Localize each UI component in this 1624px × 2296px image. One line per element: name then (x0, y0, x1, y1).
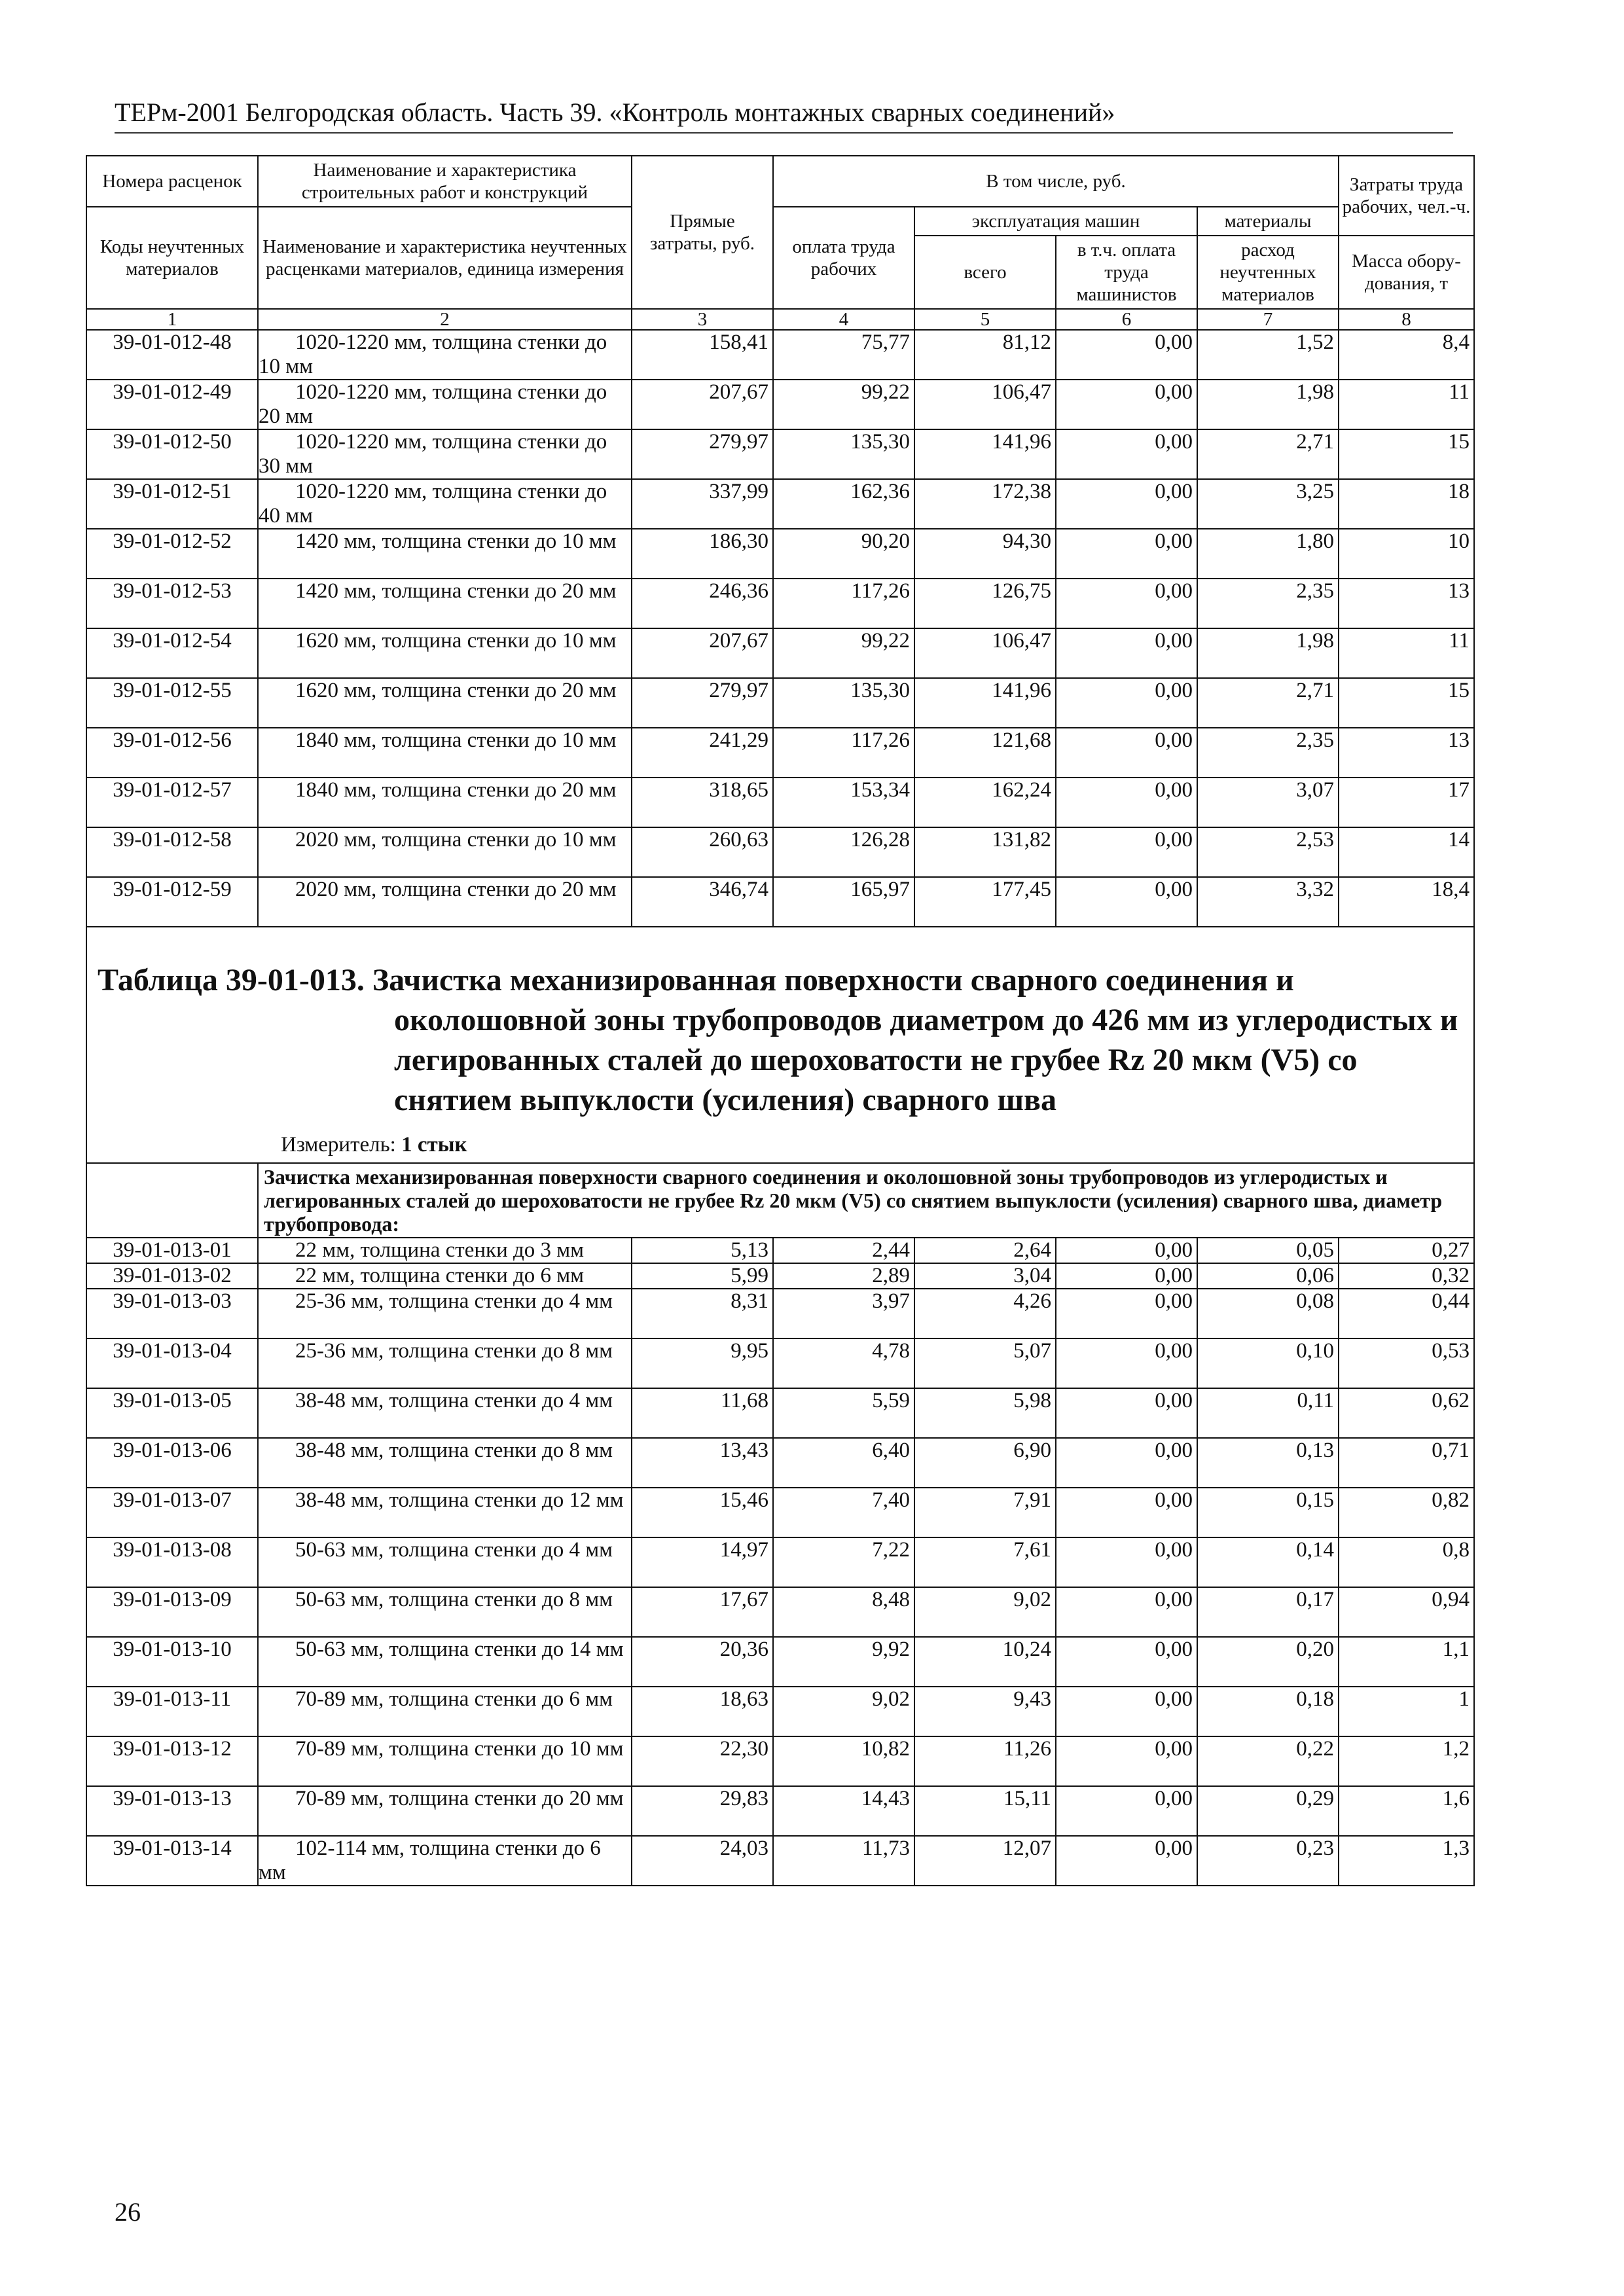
cell-machines: 7,91 (914, 1488, 1056, 1537)
cell-operators: 0,00 (1056, 1786, 1197, 1836)
cell-operators: 0,00 (1056, 529, 1197, 579)
cell-direct: 5,99 (632, 1263, 773, 1289)
col-header-labor-costs: Затраты труда рабочих, чел.-ч. (1339, 156, 1474, 236)
cell-labor: 0,82 (1339, 1488, 1474, 1537)
cell-name: 38-48 мм, толщина стенки до 4 мм (258, 1388, 632, 1438)
cell-code: 39-01-012-58 (86, 827, 258, 877)
cell-materials: 1,98 (1197, 628, 1339, 678)
cell-name: 1020-1220 мм, толщина стенки до 10 мм (258, 330, 632, 380)
cell-labor: 8,4 (1339, 330, 1474, 380)
cell-materials: 2,71 (1197, 678, 1339, 728)
cell-direct: 279,97 (632, 429, 773, 479)
cell-wage: 153,34 (773, 778, 914, 827)
cell-labor: 13 (1339, 728, 1474, 778)
table-row (86, 1488, 1474, 1537)
col-number: 8 (1339, 309, 1474, 330)
cell-code: 39-01-012-48 (86, 330, 258, 380)
cell-name: 50-63 мм, толщина стенки до 4 мм (258, 1537, 632, 1587)
cell-machines: 12,07 (914, 1836, 1056, 1886)
cell-materials: 0,13 (1197, 1438, 1339, 1488)
cell-wage: 2,89 (773, 1263, 914, 1289)
cell-wage: 14,43 (773, 1786, 914, 1836)
table-row (86, 1388, 1474, 1438)
cell-direct: 279,97 (632, 678, 773, 728)
table-row (86, 429, 1474, 479)
cell-code: 39-01-013-07 (86, 1488, 258, 1537)
cell-materials: 2,71 (1197, 429, 1339, 479)
table-row (86, 1338, 1474, 1388)
cell-wage: 7,22 (773, 1537, 914, 1587)
cell-operators: 0,00 (1056, 1637, 1197, 1687)
table-row (86, 728, 1474, 778)
cell-machines: 4,26 (914, 1289, 1056, 1338)
cell-name: 38-48 мм, толщина стенки до 12 мм (258, 1488, 632, 1537)
section-title-cell (86, 927, 1474, 1163)
cell-name: 1020-1220 мм, толщина стенки до 30 мм (258, 429, 632, 479)
cell-name: 1840 мм, толщина стенки до 20 мм (258, 778, 632, 827)
header-rule (115, 132, 1453, 134)
cell-direct: 22,30 (632, 1736, 773, 1786)
cell-code: 39-01-013-10 (86, 1637, 258, 1687)
cell-labor: 1,6 (1339, 1786, 1474, 1836)
price-table (86, 155, 1473, 2119)
cell-direct: 207,67 (632, 380, 773, 429)
table-row (86, 380, 1474, 429)
cell-code: 39-01-013-05 (86, 1388, 258, 1438)
cell-materials: 0,15 (1197, 1488, 1339, 1537)
cell-name: 2020 мм, толщина стенки до 10 мм (258, 827, 632, 877)
col-header-material-consumption: расход неучтенных материалов (1197, 236, 1339, 309)
cell-machines: 126,75 (914, 579, 1056, 628)
cell-operators: 0,00 (1056, 1736, 1197, 1786)
col-number: 4 (773, 309, 914, 330)
cell-materials: 0,20 (1197, 1637, 1339, 1687)
cell-materials: 0,18 (1197, 1687, 1339, 1736)
cell-code: 39-01-013-02 (86, 1263, 258, 1289)
table-row (86, 778, 1474, 827)
cell-direct: 158,41 (632, 330, 773, 380)
cell-machines: 15,11 (914, 1786, 1056, 1836)
cell-labor: 18 (1339, 479, 1474, 529)
cell-machines: 106,47 (914, 628, 1056, 678)
cell-operators: 0,00 (1056, 1488, 1197, 1537)
cell-materials: 3,32 (1197, 877, 1339, 927)
col-number: 7 (1197, 309, 1339, 330)
col-header-including: В том числе, руб. (773, 156, 1339, 207)
cell-wage: 117,26 (773, 728, 914, 778)
cell-materials: 1,52 (1197, 330, 1339, 380)
cell-wage: 162,36 (773, 479, 914, 529)
cell-labor: 1,1 (1339, 1637, 1474, 1687)
col-number: 3 (632, 309, 773, 330)
cell-code: 39-01-013-14 (86, 1836, 258, 1886)
cell-materials: 0,11 (1197, 1388, 1339, 1438)
cell-operators: 0,00 (1056, 330, 1197, 380)
cell-code: 39-01-012-54 (86, 628, 258, 678)
section-013-header (86, 927, 1474, 1238)
cell-wage: 3,97 (773, 1289, 914, 1338)
cell-direct: 13,43 (632, 1438, 773, 1488)
cell-direct: 11,68 (632, 1388, 773, 1438)
cell-direct: 186,30 (632, 529, 773, 579)
cell-operators: 0,00 (1056, 1836, 1197, 1886)
cell-direct: 346,74 (632, 877, 773, 927)
table-row (86, 1587, 1474, 1637)
cell-labor: 0,71 (1339, 1438, 1474, 1488)
cell-wage: 4,78 (773, 1338, 914, 1388)
group-heading: Зачистка механизированная поверхности сварного соединения и околошовной зоны трубопроводов из углеродистых и легированных сталей до шероховатости не грубее Rz 20 мкм (V5) со снятием выпуклости (усиления) сварного шва, диаметр трубопровода: (258, 1163, 1474, 1238)
running-header: ТЕРм-2001 Белгородская область. Часть 39. «Контроль монтажных сварных соединений» (115, 98, 1115, 127)
col-header-machines-total: всего (914, 236, 1056, 309)
cell-machines: 121,68 (914, 728, 1056, 778)
cell-materials: 0,08 (1197, 1289, 1339, 1338)
cell-labor: 1 (1339, 1687, 1474, 1736)
cell-operators: 0,00 (1056, 1263, 1197, 1289)
col-number: 2 (258, 309, 632, 330)
cell-operators: 0,00 (1056, 728, 1197, 778)
cell-wage: 117,26 (773, 579, 914, 628)
cell-wage: 99,22 (773, 628, 914, 678)
cell-wage: 10,82 (773, 1736, 914, 1786)
cell-direct: 15,46 (632, 1488, 773, 1537)
cell-machines: 5,07 (914, 1338, 1056, 1388)
cell-name: 1620 мм, толщина стенки до 10 мм (258, 628, 632, 678)
table-row (86, 628, 1474, 678)
cell-machines: 81,12 (914, 330, 1056, 380)
cell-name: 102-114 мм, толщина стенки до 6 мм (258, 1836, 632, 1886)
cell-operators: 0,00 (1056, 1537, 1197, 1587)
cell-operators: 0,00 (1056, 1587, 1197, 1637)
cell-materials: 1,98 (1197, 380, 1339, 429)
cell-code: 39-01-013-12 (86, 1736, 258, 1786)
cell-code: 39-01-013-11 (86, 1687, 258, 1736)
cell-operators: 0,00 (1056, 1238, 1197, 1263)
cell-name: 1420 мм, толщина стенки до 10 мм (258, 529, 632, 579)
cell-name: 70-89 мм, толщина стенки до 10 мм (258, 1736, 632, 1786)
cell-code: 39-01-012-56 (86, 728, 258, 778)
cell-labor: 0,27 (1339, 1238, 1474, 1263)
cell-code: 39-01-013-09 (86, 1587, 258, 1637)
table-row (86, 1637, 1474, 1687)
cell-code: 39-01-012-51 (86, 479, 258, 529)
cell-code: 39-01-013-13 (86, 1786, 258, 1836)
cell-materials: 0,22 (1197, 1736, 1339, 1786)
table-row (86, 1289, 1474, 1338)
cell-machines: 6,90 (914, 1438, 1056, 1488)
cell-machines: 9,43 (914, 1687, 1056, 1736)
cell-machines: 11,26 (914, 1736, 1056, 1786)
cell-materials: 2,53 (1197, 827, 1339, 877)
cell-wage: 11,73 (773, 1836, 914, 1886)
cell-wage: 2,44 (773, 1238, 914, 1263)
cell-machines: 5,98 (914, 1388, 1056, 1438)
cell-direct: 24,03 (632, 1836, 773, 1886)
cell-code: 39-01-012-50 (86, 429, 258, 479)
cell-machines: 141,96 (914, 429, 1056, 479)
cell-direct: 337,99 (632, 479, 773, 529)
cell-materials: 0,14 (1197, 1537, 1339, 1587)
table-title: Таблица 39-01-013. Зачистка механизированная поверхности сварного соединения и околошовной зоны трубопроводов диаметром до 426 мм из углеродистых и легированных сталей до шероховатости не грубее Rz 20 мкм (V5) со снятием выпуклости (усиления) сварного шва (98, 963, 1458, 1117)
table-row (86, 1438, 1474, 1488)
cell-direct: 29,83 (632, 1786, 773, 1836)
column-header (86, 156, 1474, 330)
col-header-material-name: Наименование и характеристика неучтенных расценками материалов, единица измерения (258, 207, 632, 309)
cell-code: 39-01-013-06 (86, 1438, 258, 1488)
cell-materials: 0,10 (1197, 1338, 1339, 1388)
cell-direct: 241,29 (632, 728, 773, 778)
table-013-rows (86, 1238, 1474, 1886)
cell-operators: 0,00 (1056, 380, 1197, 429)
cell-name: 1020-1220 мм, толщина стенки до 20 мм (258, 380, 632, 429)
cell-code: 39-01-012-57 (86, 778, 258, 827)
cell-labor: 10 (1339, 529, 1474, 579)
cell-code: 39-01-013-08 (86, 1537, 258, 1587)
cell-name: 25-36 мм, толщина стенки до 8 мм (258, 1338, 632, 1388)
cell-code: 39-01-013-04 (86, 1338, 258, 1388)
cell-direct: 246,36 (632, 579, 773, 628)
cell-name: 2020 мм, толщина стенки до 20 мм (258, 877, 632, 927)
cell-labor: 0,32 (1339, 1263, 1474, 1289)
cell-labor: 1,3 (1339, 1836, 1474, 1886)
cell-labor: 13 (1339, 579, 1474, 628)
table-row (86, 1537, 1474, 1587)
cell-labor: 15 (1339, 678, 1474, 728)
cell-name: 70-89 мм, толщина стенки до 20 мм (258, 1786, 632, 1836)
cell-direct: 5,13 (632, 1238, 773, 1263)
table-row (86, 330, 1474, 380)
cell-operators: 0,00 (1056, 1289, 1197, 1338)
cell-labor: 17 (1339, 778, 1474, 827)
table-row (86, 877, 1474, 927)
table-row (86, 827, 1474, 877)
cell-direct: 14,97 (632, 1537, 773, 1587)
cell-materials: 2,35 (1197, 728, 1339, 778)
col-header-direct-costs: Прямые затраты, руб. (632, 156, 773, 309)
table-row (86, 479, 1474, 529)
cell-operators: 0,00 (1056, 479, 1197, 529)
cell-materials: 3,25 (1197, 479, 1339, 529)
cell-wage: 90,20 (773, 529, 914, 579)
cell-wage: 6,40 (773, 1438, 914, 1488)
cell-operators: 0,00 (1056, 1687, 1197, 1736)
cell-code: 39-01-013-01 (86, 1238, 258, 1263)
cell-wage: 9,92 (773, 1637, 914, 1687)
col-number: 5 (914, 309, 1056, 330)
cell-wage: 9,02 (773, 1687, 914, 1736)
table-row (86, 678, 1474, 728)
cell-machines: 2,64 (914, 1238, 1056, 1263)
cell-wage: 135,30 (773, 678, 914, 728)
cell-code: 39-01-012-52 (86, 529, 258, 579)
cell-direct: 9,95 (632, 1338, 773, 1388)
cell-direct: 8,31 (632, 1289, 773, 1338)
cell-direct: 20,36 (632, 1637, 773, 1687)
cell-labor: 0,44 (1339, 1289, 1474, 1338)
cell-operators: 0,00 (1056, 1388, 1197, 1438)
col-header-materials: материалы (1197, 207, 1339, 236)
table-012-rows (86, 330, 1474, 927)
cell-machines: 141,96 (914, 678, 1056, 728)
cell-materials: 0,05 (1197, 1238, 1339, 1263)
cell-code: 39-01-012-53 (86, 579, 258, 628)
measure-value: 1 стык (401, 1133, 467, 1157)
table-row (86, 1238, 1474, 1263)
cell-direct: 260,63 (632, 827, 773, 877)
cell-code: 39-01-013-03 (86, 1289, 258, 1338)
cell-machines: 162,24 (914, 778, 1056, 827)
cell-machines: 177,45 (914, 877, 1056, 927)
col-header-machine-operation: эксплуатация машин (914, 207, 1197, 236)
cell-materials: 0,29 (1197, 1786, 1339, 1836)
measure-label: Измеритель: (281, 1133, 396, 1157)
cell-wage: 126,28 (773, 827, 914, 877)
col-header-work-name: Наименование и характеристика строительных работ и конструкций (258, 156, 632, 207)
cell-wage: 7,40 (773, 1488, 914, 1537)
cell-name: 50-63 мм, толщина стенки до 14 мм (258, 1637, 632, 1687)
cell-name: 22 мм, толщина стенки до 3 мм (258, 1238, 632, 1263)
table-row (86, 1836, 1474, 1886)
cell-labor: 14 (1339, 827, 1474, 877)
cell-machines: 106,47 (914, 380, 1056, 429)
cell-name: 1620 мм, толщина стенки до 20 мм (258, 678, 632, 728)
cell-operators: 0,00 (1056, 579, 1197, 628)
measure-unit (98, 1133, 1467, 1157)
cell-operators: 0,00 (1056, 1438, 1197, 1488)
cell-machines: 94,30 (914, 529, 1056, 579)
cell-code: 39-01-012-49 (86, 380, 258, 429)
cell-labor: 0,62 (1339, 1388, 1474, 1438)
cell-operators: 0,00 (1056, 678, 1197, 728)
cell-materials: 0,23 (1197, 1836, 1339, 1886)
table-row (86, 1736, 1474, 1786)
cell-labor: 15 (1339, 429, 1474, 479)
cell-direct: 207,67 (632, 628, 773, 678)
cell-code: 39-01-012-59 (86, 877, 258, 927)
col-header-rate-number: Номера расценок (86, 156, 258, 207)
cell-name: 1420 мм, толщина стенки до 20 мм (258, 579, 632, 628)
cell-labor: 11 (1339, 628, 1474, 678)
cell-wage: 75,77 (773, 330, 914, 380)
cell-machines: 131,82 (914, 827, 1056, 877)
cell-wage: 165,97 (773, 877, 914, 927)
col-header-equipment-mass: Масса обору-дования, т (1339, 236, 1474, 309)
cell-labor: 11 (1339, 380, 1474, 429)
col-number: 6 (1056, 309, 1197, 330)
cell-operators: 0,00 (1056, 1338, 1197, 1388)
cell-name: 22 мм, толщина стенки до 6 мм (258, 1263, 632, 1289)
cell-wage: 99,22 (773, 380, 914, 429)
cell-operators: 0,00 (1056, 877, 1197, 927)
cell-operators: 0,00 (1056, 778, 1197, 827)
cell-wage: 135,30 (773, 429, 914, 479)
cell-direct: 17,67 (632, 1587, 773, 1637)
col-header-operator-wage: в т.ч. оплата труда машинистов (1056, 236, 1197, 309)
table-row (86, 1687, 1474, 1736)
table-row (86, 529, 1474, 579)
cell-materials: 3,07 (1197, 778, 1339, 827)
table-row (86, 579, 1474, 628)
table-row (86, 1786, 1474, 1836)
group-code-cell (86, 1163, 258, 1238)
cell-wage: 8,48 (773, 1587, 914, 1637)
cell-materials: 0,17 (1197, 1587, 1339, 1637)
cell-name: 70-89 мм, толщина стенки до 6 мм (258, 1687, 632, 1736)
col-header-material-codes: Коды неучтенных материалов (86, 207, 258, 309)
cell-labor: 1,2 (1339, 1736, 1474, 1786)
cell-name: 38-48 мм, толщина стенки до 8 мм (258, 1438, 632, 1488)
page-number: 26 (115, 2197, 141, 2227)
cell-materials: 2,35 (1197, 579, 1339, 628)
cell-materials: 0,06 (1197, 1263, 1339, 1289)
cell-machines: 9,02 (914, 1587, 1056, 1637)
cell-direct: 18,63 (632, 1687, 773, 1736)
cell-machines: 172,38 (914, 479, 1056, 529)
cell-machines: 10,24 (914, 1637, 1056, 1687)
cell-code: 39-01-012-55 (86, 678, 258, 728)
cell-machines: 7,61 (914, 1537, 1056, 1587)
cell-labor: 0,94 (1339, 1587, 1474, 1637)
cell-operators: 0,00 (1056, 429, 1197, 479)
cell-machines: 3,04 (914, 1263, 1056, 1289)
cell-labor: 18,4 (1339, 877, 1474, 927)
cell-labor: 0,8 (1339, 1537, 1474, 1587)
cell-direct: 318,65 (632, 778, 773, 827)
cell-name: 50-63 мм, толщина стенки до 8 мм (258, 1587, 632, 1637)
cell-name: 1020-1220 мм, толщина стенки до 40 мм (258, 479, 632, 529)
cell-labor: 0,53 (1339, 1338, 1474, 1388)
cell-name: 25-36 мм, толщина стенки до 4 мм (258, 1289, 632, 1338)
cell-materials: 1,80 (1197, 529, 1339, 579)
table-row (86, 1263, 1474, 1289)
cell-operators: 0,00 (1056, 827, 1197, 877)
col-number: 1 (86, 309, 258, 330)
cell-wage: 5,59 (773, 1388, 914, 1438)
cell-operators: 0,00 (1056, 628, 1197, 678)
cell-name: 1840 мм, толщина стенки до 10 мм (258, 728, 632, 778)
col-header-worker-wage: оплата труда рабочих (773, 207, 914, 309)
